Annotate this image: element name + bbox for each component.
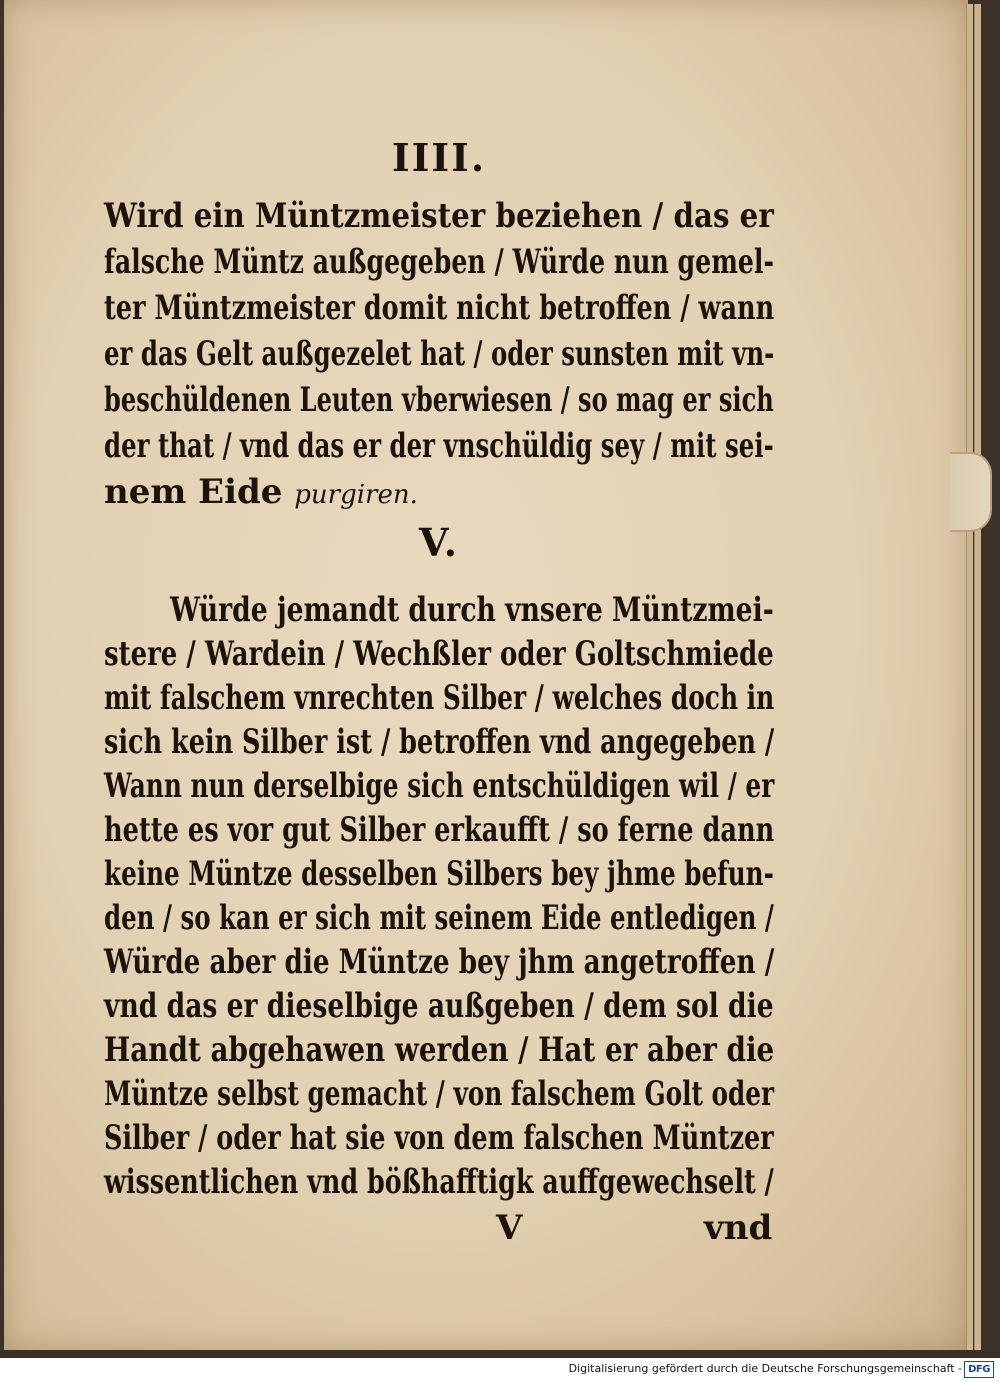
signature-mark: V	[496, 1208, 523, 1248]
text-line: wissentlichen vnd bößhafftigk auffgewechselt /	[104, 1162, 774, 1202]
page-tab-marker	[950, 452, 992, 532]
text-span: nem Eide	[104, 472, 283, 512]
text-line: stere / Wardein / Wechßler oder Goltschmiede	[104, 634, 774, 674]
section-heading-iiii: IIII.	[391, 135, 487, 180]
text-line: Wird ein Müntzmeister beziehen / das er	[104, 196, 774, 236]
dfg-logo: DFG	[964, 1361, 994, 1378]
text-line-final	[104, 472, 418, 512]
text-line: Würde jemandt durch vnsere Müntzmei-	[170, 590, 774, 630]
page-edge	[974, 4, 981, 1350]
text-line: er das Gelt außgezelet hat / oder sunsten mit vn-	[104, 334, 775, 374]
text-line: Handt abgehawen werden / Hat er aber die	[104, 1030, 775, 1070]
page-edge	[966, 4, 973, 1350]
text-line: Würde aber die Müntze bey jhm angetroffen /	[104, 942, 775, 982]
text-line: sich kein Silber ist / betroffen vnd angegeben /	[104, 722, 775, 762]
text-line: beschüldenen Leuten vberwiesen / so mag er sich	[104, 380, 774, 420]
text-line: Müntze selbst gemacht / von falschem Golt oder	[104, 1074, 775, 1114]
section-heading-v: V.	[418, 520, 460, 565]
footer-bar	[0, 1358, 1000, 1381]
text-line: Wann nun derselbige sich entschüldigen wil / er	[104, 766, 775, 806]
text-line: falsche Müntz außgegeben / Würde nun gemel-	[104, 242, 774, 282]
footer-credit: Digitalisierung gefördert durch die Deutsche Forschungsgemeinschaft -	[568, 1362, 962, 1375]
latin-word: purgiren.	[294, 480, 418, 510]
text-line: der that / vnd das er der vnschüldig sey / mit sei-	[104, 426, 774, 466]
text-line: vnd das er dieselbige außgeben / dem sol die	[104, 986, 774, 1026]
text-line: ter Müntzmeister domit nicht betroffen / wann	[104, 288, 775, 328]
text-line: den / so kan er sich mit seinem Eide entledigen /	[104, 898, 774, 938]
catchword: vnd	[704, 1208, 773, 1248]
text-line: hette es vor gut Silber erkaufft / so ferne dann	[104, 810, 775, 850]
text-line: Silber / oder hat sie von dem falschen Müntzer	[104, 1118, 774, 1158]
text-line: mit falschem vnrechten Silber / welches doch in	[104, 678, 775, 718]
text-line: keine Müntze desselben Silbers bey jhme befun-	[104, 854, 774, 894]
